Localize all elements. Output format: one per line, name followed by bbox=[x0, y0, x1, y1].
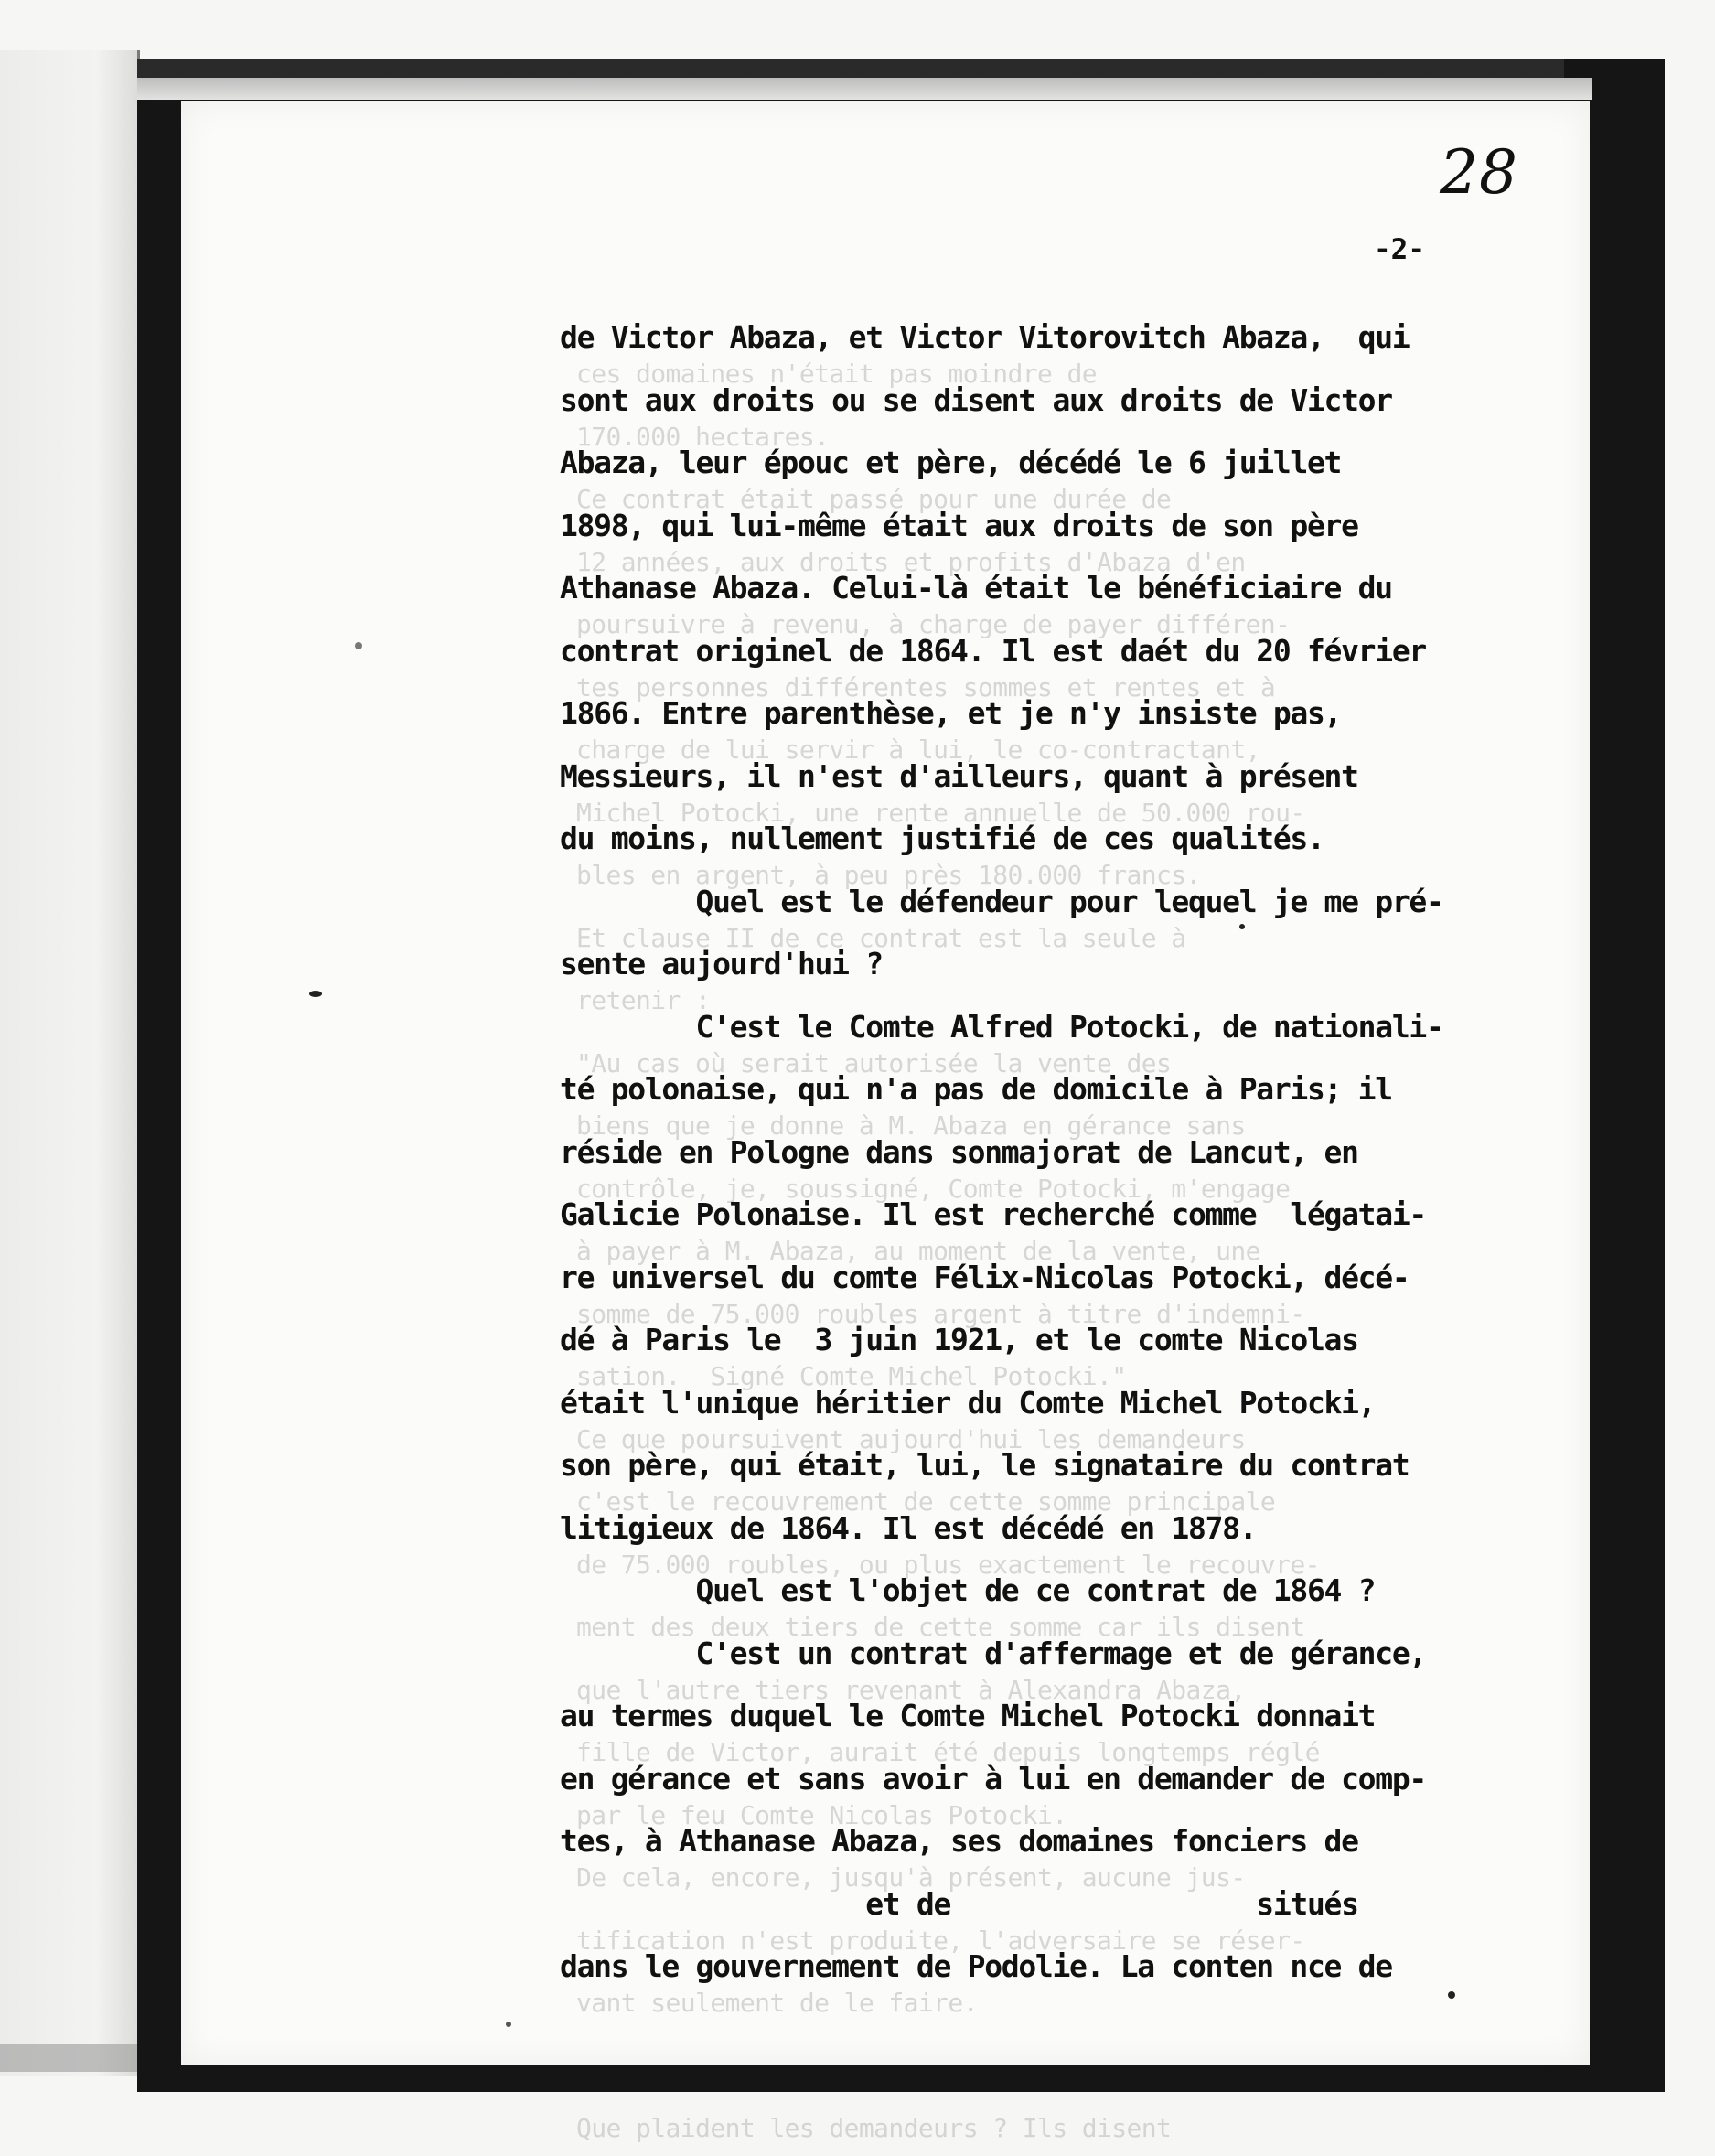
bleed-through-line: 12 années, aux droits et profits d'Abaza d'en bbox=[576, 546, 1246, 577]
text-line: de Victor Abaza, et Victor Vitorovitch Abaza, qui bbox=[560, 319, 1410, 355]
bleed-through-line: somme de 75.000 roubles argent à titre d'indemni- bbox=[576, 1298, 1305, 1329]
bleed-through-line: de 75.000 roubles, ou plus exactement le recouvre- bbox=[576, 1549, 1320, 1580]
bleed-through-line: charge de lui servir à lui, le co-contractant, bbox=[576, 735, 1260, 765]
text-line: 1866. Entre parenthèse, et je n'y insiste pas, bbox=[560, 695, 1342, 731]
text-line: Quel est l'objet de ce contrat de 1864 ? bbox=[560, 1572, 1376, 1608]
bleed-through-line: à payer à M. Abaza, au moment de la vente, une bbox=[576, 1236, 1260, 1266]
bleed-through-line: De cela, encore, jusqu'à présent, aucune jus- bbox=[576, 1862, 1246, 1893]
bleed-through-line: Que plaident les demandeurs ? Ils disent bbox=[576, 2113, 1172, 2143]
text-line: sont aux droits ou se disent aux droits de Victor bbox=[560, 381, 1392, 418]
bleed-through-line: tification n'est produite, l'adversaire se réser- bbox=[576, 1925, 1305, 1956]
text-line: était l'unique héritier du Comte Michel Potocki, bbox=[560, 1384, 1376, 1421]
text-line: et de situés bbox=[560, 1885, 1358, 1922]
ink-speck bbox=[1448, 1991, 1455, 1999]
typewritten-body-text bbox=[560, 306, 1529, 1999]
bleed-through-line: tes personnes différentes sommes et rentes et à bbox=[576, 671, 1276, 703]
typed-page-marker: -2- bbox=[1374, 233, 1425, 266]
text-line: tes, à Athanase Abaza, ses domaines fonciers de bbox=[560, 1823, 1358, 1859]
text-line: dé à Paris le 3 juin 1921, et le comte Nicolas bbox=[560, 1322, 1358, 1357]
bleed-through-line: vant seulement de le faire. bbox=[576, 1988, 978, 2018]
bleed-through-line: fille de Victor, aurait été depuis longtemps réglé bbox=[576, 1737, 1320, 1767]
handwritten-page-number: 28 bbox=[1440, 137, 1518, 208]
bleed-through-line: Michel Potocki, une rente annuelle de 50.000 rou- bbox=[576, 797, 1305, 828]
bleed-through-line: bles en argent, à peu près 180.000 francs. bbox=[576, 860, 1201, 890]
text-line: té polonaise, qui n'a pas de domicile à Paris; il bbox=[560, 1071, 1392, 1107]
text-line: sente aujourd'hui ? bbox=[560, 946, 883, 981]
text-line: Messieurs, il n'est d'ailleurs, quant à présent bbox=[560, 757, 1358, 794]
bleed-through-line: poursuivre à revenu, à charge de payer différen- bbox=[576, 609, 1291, 639]
bleed-through-line: par le feu Comte Nicolas Potocki. bbox=[576, 1799, 1067, 1830]
ink-speck bbox=[506, 2022, 511, 2027]
text-line: Quel est le défendeur pour lequel je me pré- bbox=[560, 883, 1443, 919]
text-line: contrat originel de 1864. Il est daét du 20 février bbox=[560, 632, 1426, 669]
bleed-through-line: retenir : bbox=[576, 985, 711, 1015]
text-line: au termes duquel le Comte Michel Potocki donnait bbox=[560, 1698, 1376, 1733]
bleed-through-line: ment des deux tiers de cette somme car ils disent bbox=[576, 1612, 1305, 1642]
bleed-through-line: biens que je donne à M. Abaza en gérance sans bbox=[576, 1110, 1246, 1141]
bleed-through-line: Ce que poursuivent aujourd'hui les demandeurs bbox=[576, 1423, 1246, 1454]
bleed-through-line: sation. Signé Comte Michel Potocki." bbox=[576, 1361, 1127, 1391]
text-line: du moins, nullement justifié de ces qualités. bbox=[560, 821, 1324, 856]
bleed-through-line: ces domaines n'était pas moindre de bbox=[576, 359, 1098, 389]
text-line: son père, qui était, lui, le signataire du contrat bbox=[560, 1447, 1410, 1483]
text-line: C'est un contrat d'affermage et de gérance, bbox=[560, 1635, 1426, 1671]
text-line: en gérance et sans avoir à lui en demander de comp- bbox=[560, 1760, 1426, 1797]
page-shadow bbox=[0, 2044, 146, 2072]
previous-page-edge bbox=[0, 50, 140, 2076]
text-line: litigieux de 1864. Il est décédé en 1878. bbox=[560, 1509, 1257, 1546]
bleed-through-line: 170.000 hectares. bbox=[576, 421, 830, 452]
bleed-through-line: "Au cas où serait autorisée la vente des bbox=[576, 1047, 1172, 1078]
ink-speck bbox=[1239, 924, 1245, 929]
binder-top-edge bbox=[137, 59, 1564, 78]
text-line: réside en Pologne dans sonmajorat de Lancut, en bbox=[560, 1133, 1358, 1170]
ink-speck bbox=[355, 642, 362, 649]
text-line: dans le gouvernement de Podolie. La conten nce de bbox=[560, 1948, 1392, 1984]
text-line: C'est le Comte Alfred Potocki, de nationali- bbox=[560, 1008, 1443, 1045]
bleed-through-line: que l'autre tiers revenant à Alexandra Abaza, bbox=[576, 1674, 1246, 1705]
bleed-through-line: c'est le recouvrement de cette somme principale bbox=[576, 1486, 1276, 1517]
bleed-through-line: contrôle, je, soussigné, Comte Potocki, m'engage bbox=[576, 1173, 1291, 1204]
bleed-through-line: Ce contrat était passé pour une durée de bbox=[576, 484, 1172, 514]
bleed-through-line bbox=[576, 2035, 1500, 2098]
page-stack-edge bbox=[137, 78, 1592, 100]
ink-speck bbox=[309, 991, 322, 997]
text-line: Abaza, leur épouc et père, décédé le 6 juillet bbox=[560, 445, 1342, 480]
text-line: re universel du comte Félix-Nicolas Potocki, décé- bbox=[560, 1259, 1410, 1295]
text-line: Athanase Abaza. Celui-là était le bénéficiaire du bbox=[560, 570, 1392, 606]
text-line: 1898, qui lui-même était aux droits de son père bbox=[560, 507, 1358, 543]
bleed-through-line: Et clause II de ce contrat est la seule à bbox=[576, 922, 1186, 953]
text-line: Galicie Polonaise. Il est recherché comme légatai- bbox=[560, 1196, 1426, 1232]
